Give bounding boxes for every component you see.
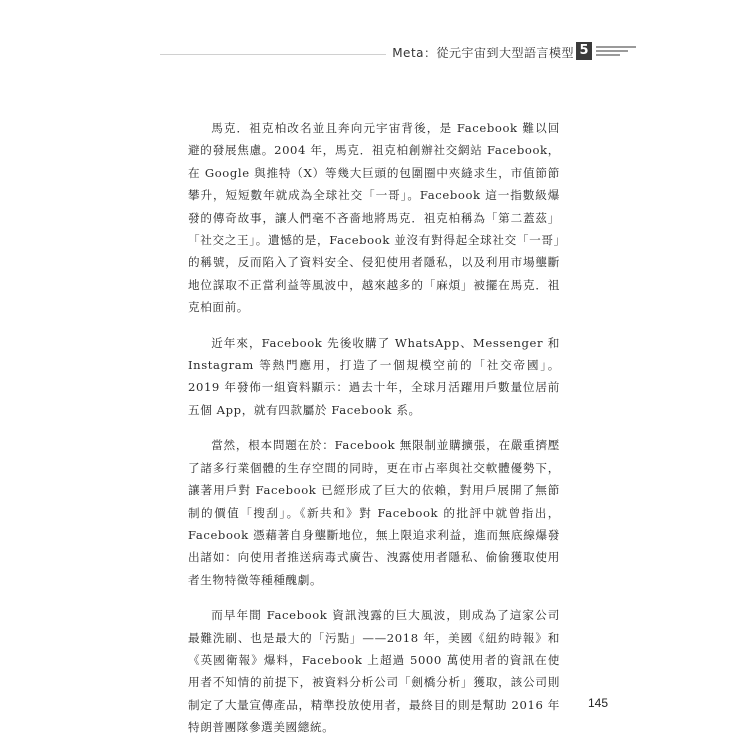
decoration-bar — [596, 50, 628, 52]
paragraph: 而早年間 Facebook 資訊洩露的巨大風波，則成為了這家公司最難洗刷、也是最大的「污點」——2018 年，美國《紐約時報》和《英國衛報》爆料，Facebook 上超過 5000 萬使用者的資訊在使用者不知情的前提下，被資料分析公司「劍橋分析」獲取，該公司則制定了大量宣傳產品，精準投放使用者，最終目的則是幫助 2016 年特朗普團隊參選美國總統。 — [188, 608, 560, 735]
body-text — [188, 117, 560, 750]
running-header — [0, 44, 750, 68]
running-header-title: Meta：從元宇宙到大型語言模型 — [386, 44, 574, 61]
chapter-number-badge: 5 — [576, 42, 592, 60]
header-decoration-bars — [596, 46, 636, 58]
page-number: 145 — [588, 696, 609, 710]
decoration-bar — [596, 54, 620, 56]
decoration-bar — [596, 46, 636, 48]
paragraph: 近年來，Facebook 先後收購了 WhatsApp、Messenger 和 Instagram 等熱門應用，打造了一個規模空前的「社交帝國」。2019 年發佈一組資料顯示：過去十年，全球月活躍用戶數量位居前五個 App，就有四款屬於 Facebook 系。 — [188, 335, 560, 417]
paragraph: 馬克．祖克柏改名並且奔向元宇宙背後，是 Facebook 難以回避的發展焦慮。2004 年，馬克．祖克柏創辦社交網站 Facebook，在 Google 與推特（X）等幾大巨頭的包圍圈中夾縫求生，市值節節攀升，短短數年就成為全球社交「一哥」。Facebook 這一指數級爆發的傳奇故事，讓人們毫不吝嗇地將馬克．祖克柏稱為「第二蓋茲」「社交之王」。遺憾的是，Facebook 並沒有對得起全球社交「一哥」的稱號，反而陷入了資料安全、侵犯使用者隱私，以及利用市場壟斷地位謀取不正當利益等風波中，越來越多的「麻煩」被擺在馬克．祖克柏面前。 — [188, 121, 560, 315]
paragraph: 當然，根本問題在於：Facebook 無限制並購擴張，在嚴重擠壓了諸多行業個體的生存空間的同時，更在市占率與社交軟體優勢下，讓著用戶對 Facebook 已經形成了巨大的依賴，對用戶展開了無節制的價值「搜刮」。《新共和》對 Facebook 的批評中就曾指出，Facebook 憑藉著自身壟斷地位，無上限追求利益，進而無底線爆發出諸如：向使用者推送病毒式廣告、洩露使用者隱私、偷偷獲取使用者生物特徵等種種醜劇。 — [188, 438, 560, 587]
